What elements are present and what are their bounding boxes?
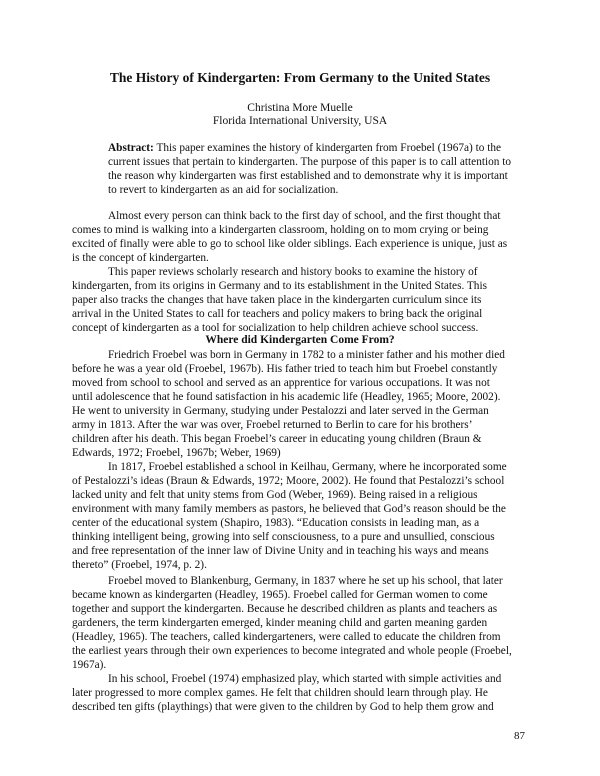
body-line: kindergarten, from its origins in Germany and to its establishment in the United States. This [72, 280, 487, 292]
body-line: army in 1813. After the war was over, Froebel returned to Berlin to care for his brothers’ [72, 419, 473, 431]
section-heading: Where did Kindergarten Come From? [205, 334, 395, 346]
body-line: Friedrich Froebel was born in Germany in 1782 to a minister father and his mother died [108, 349, 505, 361]
page-number: 87 [514, 730, 525, 742]
paper-title: The History of Kindergarten: From Germany to the United States [109, 70, 491, 85]
body-line: and free representation of the inner law of Divine Unity and in teaching his ways and means [72, 545, 489, 557]
body-line: described ten gifts (playthings) that were given to the children by God to help them grow and [72, 701, 494, 713]
abstract-label: Abstract: [108, 142, 154, 154]
body-line: comes to mind is walking into a kindergarten classroom, holding on to mom crying or being [72, 224, 489, 236]
abstract-line: the reason why kindergarten was first established and to demonstrate why it is important [108, 170, 508, 182]
body-line: became known as kindergarten (Headley, 1965). Froebel called for German women to come [72, 589, 488, 601]
body-line: thinking intelligent being, growing into self consciousness, to a pure and unsullied, conscious [72, 531, 495, 543]
author-name: Christina More Muelle [247, 102, 353, 114]
abstract-text: This paper examines the history of kindergarten from Froebel (1967a) to the [156, 142, 501, 154]
body-line: center of the educational system (Shapiro, 1983). “Education consists in leading man, as a [72, 517, 480, 529]
body-line: the earliest years through their own experiences to become integrated and whole people (Froebel, [72, 645, 512, 657]
body-line: arrival in the United States to call for teachers and policy makers to bring back the original [72, 308, 483, 320]
abstract-line: current issues that pertain to kindergarten. The purpose of this paper is to call attention to [108, 156, 512, 168]
body-line: In 1817, Froebel established a school in Keilhau, Germany, where he incorporated some [108, 461, 507, 473]
body-line: thereto” (Froebel, 1974, p. 2). [72, 559, 207, 571]
body-line: paper also tracks the changes that have taken place in the kindergarten curriculum since its [72, 294, 482, 306]
body-line: (Headley, 1965). The teachers, called kindergarteners, were called to educate the children from [72, 631, 501, 643]
body-line: environment with many family members as pastors, he believed that God’s reason should be the [72, 503, 506, 515]
body-line: before he was a year old (Froebel, 1967b). His father tried to teach him but Froebel constantly [72, 363, 498, 375]
body-line: until adolescence that he found satisfaction in his academic life (Headley, 1965; Moore, 2002). [72, 391, 501, 403]
body-line: In his school, Froebel (1974) emphasized play, which started with simple activities and [108, 673, 502, 685]
abstract-line: to revert to kindergarten as an aid for socialization. [108, 184, 339, 196]
author-affiliation: Florida International University, USA [212, 115, 388, 127]
body-line: Edwards, 1972; Froebel, 1967b; Weber, 1969) [72, 447, 281, 459]
body-line: children after his death. This began Froebel’s career in educating young children (Braun & [72, 433, 482, 445]
abstract-line [108, 141, 501, 155]
body-line: Froebel moved to Blankenburg, Germany, in 1837 where he set up his school, that later [108, 575, 503, 587]
body-line: together and support the kindergarten. Because he described children as plants and teachers as [72, 603, 498, 615]
body-line: moved from school to school and served as an apprentice for various occupations. It was not [72, 377, 490, 389]
body-line: 1967a). [72, 659, 107, 671]
body-line: Almost every person can think back to the first day of school, and the first thought that [108, 210, 501, 222]
body-line: lacked unity and felt that unity stems from God (Weber, 1969). Being raised in a religious [72, 489, 478, 501]
body-line: He went to university in Germany, studying under Pestalozzi and later served in the German [72, 405, 489, 417]
body-line: later progressed to more complex games. He felt that children should learn through play. He [72, 687, 488, 699]
body-line: gardeners, the term kindergarten emerged, kinder meaning child and garten meaning garden [72, 617, 488, 629]
body-line: This paper reviews scholarly research and history books to examine the history of [108, 266, 478, 278]
body-line: is the concept of kindergarten. [72, 252, 209, 264]
body-line: of Pestalozzi’s ideas (Braun & Edwards, 1972; Moore, 2002). He found that Pestalozzi’s school [72, 475, 505, 487]
body-line: concept of kindergarten as a tool for socialization to help children achieve school success. [72, 322, 479, 334]
body-line: excited of finally were able to go to school like older siblings. Each experience is unique, just as [72, 238, 508, 250]
